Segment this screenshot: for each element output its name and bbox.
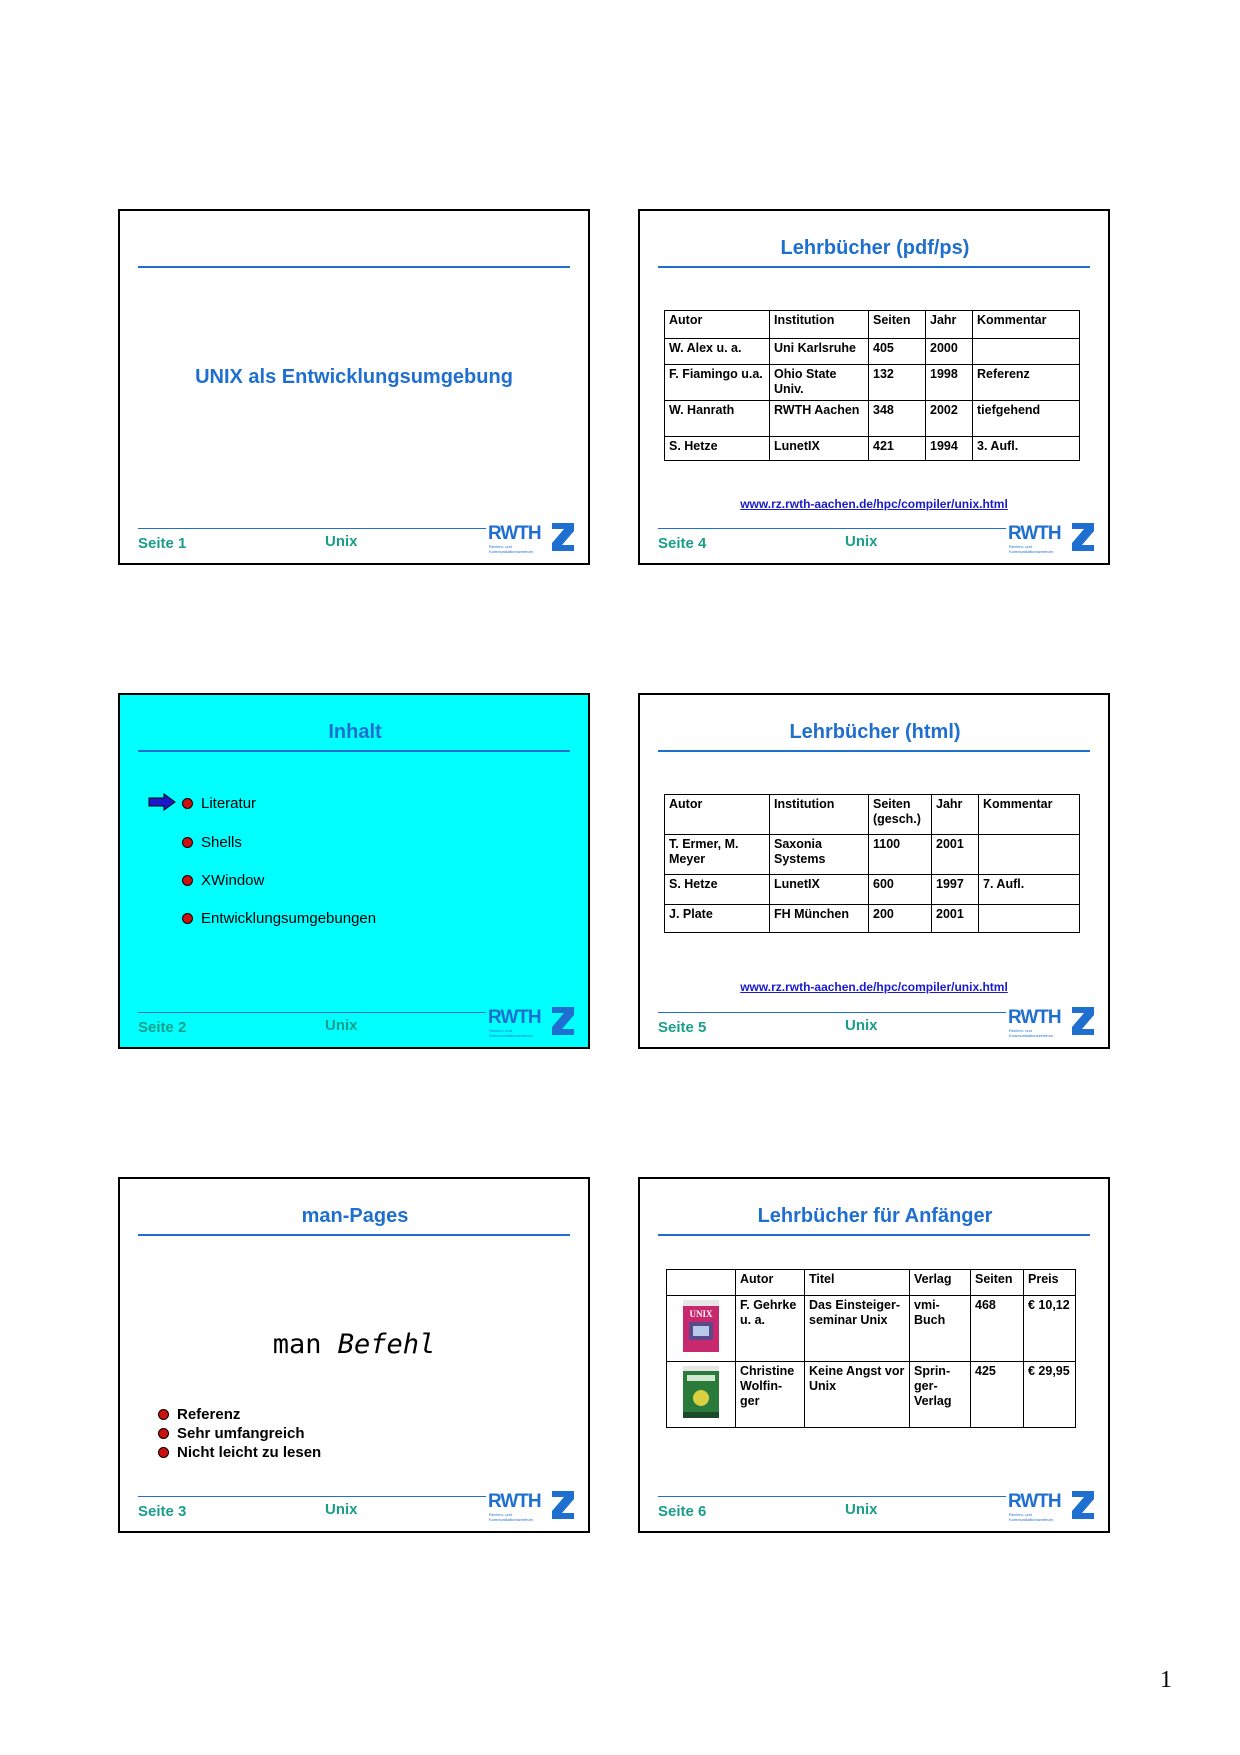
slide-title: Lehrbücher (html): [789, 721, 961, 743]
logo-subtitle-2: Kommunikationszentrum: [1009, 549, 1054, 554]
footer-center-label: Unix: [325, 533, 358, 550]
slide-page-label: Seite 2: [138, 1019, 187, 1036]
reference-link[interactable]: www.rz.rwth-aachen.de/hpc/compiler/unix.html: [740, 497, 1008, 511]
table-cell: 425: [971, 1362, 1024, 1428]
slide-page-label: Seite 1: [138, 535, 187, 552]
slide-page-label: Seite 4: [658, 535, 707, 552]
slide-3: [118, 1177, 590, 1533]
logo-z-icon: [1070, 521, 1096, 553]
rwth-logo: [1008, 521, 1096, 555]
table-cell: Keine Angst vor Unix: [805, 1362, 910, 1428]
footer-rule: [138, 1012, 486, 1013]
bullet-icon: [182, 837, 193, 848]
header-cell: Jahr: [932, 795, 979, 835]
table-cell: [973, 339, 1080, 365]
rwth-logo: [488, 1005, 576, 1039]
table-cell: Saxonia Systems: [770, 835, 869, 875]
bullet-icon: [182, 875, 193, 886]
logo-z-icon: [550, 1489, 576, 1521]
table-row: [667, 1296, 1076, 1362]
header-cell: Kommentar: [973, 311, 1080, 339]
slide-title: Lehrbücher für Anfänger: [757, 1205, 993, 1227]
table-cell: F. Gehrke u. a.: [736, 1296, 805, 1362]
slide-title: Lehrbücher (pdf/ps): [780, 237, 970, 259]
slide-2: [118, 693, 590, 1049]
table-cell: S. Hetze: [665, 875, 770, 905]
table-header-row: [665, 795, 1080, 835]
header-cell: Autor: [665, 795, 770, 835]
books-table: [666, 1269, 1076, 1428]
table-cell: 468: [971, 1296, 1024, 1362]
page-number: 1: [1160, 1667, 1172, 1693]
table-cell: 348: [869, 401, 926, 437]
table-cell: 132: [869, 365, 926, 401]
header-cell: Kommentar: [979, 795, 1080, 835]
books-table: [664, 794, 1080, 933]
header-cell: Verlag: [910, 1270, 971, 1296]
slide-page-label: Seite 3: [138, 1503, 187, 1520]
logo-subtitle-2: Kommunikationszentrum: [1009, 1517, 1054, 1522]
table-cell: W. Hanrath: [665, 401, 770, 437]
logo-subtitle-1: Rechen- und: [489, 1512, 512, 1517]
table-cell: 600: [869, 875, 932, 905]
table-header-row: [665, 311, 1080, 339]
table-cell: tiefgehend: [973, 401, 1080, 437]
table-cell: 2000: [926, 339, 973, 365]
table-cell: 405: [869, 339, 926, 365]
table-cell: 2001: [932, 835, 979, 875]
table-cell: € 10,12: [1024, 1296, 1076, 1362]
table-cell: F. Fiamingo u.a.: [665, 365, 770, 401]
slide-page-label: Seite 6: [658, 1503, 707, 1520]
logo-subtitle-1: Rechen- und: [1009, 1512, 1032, 1517]
logo-text: RWTH: [488, 523, 541, 544]
header-cell: Preis: [1024, 1270, 1076, 1296]
bullet-icon: [182, 913, 193, 924]
slide-title: Inhalt: [328, 721, 382, 743]
slide-1: [118, 209, 590, 565]
header-cell: Titel: [805, 1270, 910, 1296]
table-row: [665, 835, 1080, 875]
table-cell: Referenz: [973, 365, 1080, 401]
current-item-arrow-icon: [148, 793, 176, 811]
list-item-label: XWindow: [201, 872, 265, 889]
table-row: [667, 1362, 1076, 1428]
book-cover-cell: [667, 1362, 736, 1428]
table-cell: Christine Wolfin-ger: [736, 1362, 805, 1428]
man-command-argument: Befehl: [337, 1329, 436, 1360]
footer-center-label: Unix: [325, 1501, 358, 1518]
table-cell: 1994: [926, 437, 973, 461]
title-rule: [658, 1234, 1090, 1236]
table-cell: 200: [869, 905, 932, 933]
books-table: [664, 310, 1080, 461]
table-row: [665, 401, 1080, 437]
logo-text: RWTH: [488, 1491, 541, 1512]
header-cell: Seiten (gesch.): [869, 795, 932, 835]
slide-4: [638, 209, 1110, 565]
table-cell: W. Alex u. a.: [665, 339, 770, 365]
table-cell: 1997: [932, 875, 979, 905]
list-item-label: Shells: [201, 834, 242, 851]
list-item-label: Sehr umfangreich: [177, 1425, 305, 1442]
footer-rule: [658, 1012, 1006, 1013]
logo-text: RWTH: [1008, 523, 1061, 544]
book-cover-unix-image: [683, 1300, 719, 1352]
footer-center-label: Unix: [845, 1017, 878, 1034]
list-item: [182, 795, 256, 812]
slide-6: [638, 1177, 1110, 1533]
table-cell: LunetIX: [770, 875, 869, 905]
book-cover-cell: [667, 1296, 736, 1362]
list-item-label: Entwicklungsumgebungen: [201, 910, 377, 927]
table-cell: Sprin-ger-Verlag: [910, 1362, 971, 1428]
title-rule: [658, 266, 1090, 268]
table-cell: LunetIX: [770, 437, 869, 461]
list-item: [158, 1425, 305, 1442]
logo-subtitle-1: Rechen- und: [489, 1028, 512, 1033]
rwth-logo: [488, 521, 576, 555]
table-cell: S. Hetze: [665, 437, 770, 461]
table-cell: T. Ermer, M. Meyer: [665, 835, 770, 875]
list-item: [158, 1444, 321, 1461]
header-cell: Autor: [665, 311, 770, 339]
table-cell: Ohio State Univ.: [770, 365, 869, 401]
table-header-row: [667, 1270, 1076, 1296]
logo-subtitle-2: Kommunikationszentrum: [489, 549, 534, 554]
table-cell: vmi-Buch: [910, 1296, 971, 1362]
logo-text: RWTH: [1008, 1007, 1061, 1028]
slide-title: man-Pages: [301, 1205, 409, 1227]
title-rule: [658, 750, 1090, 752]
logo-subtitle-2: Kommunikationszentrum: [489, 1033, 534, 1038]
slide-5: [638, 693, 1110, 1049]
table-cell: Uni Karlsruhe: [770, 339, 869, 365]
header-cell: Jahr: [926, 311, 973, 339]
footer-center-label: Unix: [325, 1017, 358, 1034]
svg-text:UNIX: UNIX: [689, 1309, 713, 1319]
logo-subtitle-2: Kommunikationszentrum: [1009, 1033, 1054, 1038]
logo-z-icon: [1070, 1005, 1096, 1037]
table-cell: J. Plate: [665, 905, 770, 933]
header-cell: [667, 1270, 736, 1296]
title-rule: [138, 266, 570, 268]
man-command-name: man: [272, 1329, 322, 1360]
book-cover-keine-angst-image: [683, 1366, 719, 1418]
table-cell: 1998: [926, 365, 973, 401]
logo-subtitle-1: Rechen- und: [1009, 1028, 1032, 1033]
logo-subtitle-1: Rechen- und: [489, 544, 512, 549]
table-cell: FH München: [770, 905, 869, 933]
header-cell: Institution: [770, 795, 869, 835]
logo-text: RWTH: [488, 1007, 541, 1028]
table-row: [665, 339, 1080, 365]
logo-z-icon: [550, 521, 576, 553]
table-cell: 3. Aufl.: [973, 437, 1080, 461]
footer-rule: [138, 1496, 486, 1497]
logo-z-icon: [550, 1005, 576, 1037]
table-row: [665, 365, 1080, 401]
title-rule: [138, 1234, 570, 1236]
list-item-label: Literatur: [201, 795, 257, 812]
footer-center-label: Unix: [845, 533, 878, 550]
list-item: [158, 1406, 240, 1423]
man-command: [120, 1329, 588, 1360]
table-row: [665, 437, 1080, 461]
table-cell: 7. Aufl.: [979, 875, 1080, 905]
header-cell: Autor: [736, 1270, 805, 1296]
header-cell: Institution: [770, 311, 869, 339]
table-row: [665, 875, 1080, 905]
header-cell: Seiten: [869, 311, 926, 339]
table-cell: [979, 835, 1080, 875]
logo-subtitle-2: Kommunikationszentrum: [489, 1517, 534, 1522]
list-item: [182, 872, 264, 889]
list-item-label: Nicht leicht zu lesen: [177, 1444, 322, 1461]
rwth-logo: [1008, 1489, 1096, 1523]
reference-link[interactable]: www.rz.rwth-aachen.de/hpc/compiler/unix.html: [740, 980, 1008, 994]
list-item: [182, 834, 242, 851]
bullet-icon: [158, 1428, 169, 1439]
table-cell: 1100: [869, 835, 932, 875]
rwth-logo: [488, 1489, 576, 1523]
table-cell: € 29,95: [1024, 1362, 1076, 1428]
table-cell: 2002: [926, 401, 973, 437]
footer-center-label: Unix: [845, 1501, 878, 1518]
logo-z-icon: [1070, 1489, 1096, 1521]
table-cell: RWTH Aachen: [770, 401, 869, 437]
table-row: [665, 905, 1080, 933]
table-cell: Das Einsteiger-seminar Unix: [805, 1296, 910, 1362]
footer-rule: [138, 528, 486, 529]
logo-text: RWTH: [1008, 1491, 1061, 1512]
footer-rule: [658, 528, 1006, 529]
table-cell: 2001: [932, 905, 979, 933]
rwth-logo: [1008, 1005, 1096, 1039]
slide-page-label: Seite 5: [658, 1019, 707, 1036]
header-cell: Seiten: [971, 1270, 1024, 1296]
footer-rule: [658, 1496, 1006, 1497]
list-item-label: Referenz: [177, 1406, 241, 1423]
table-cell: 421: [869, 437, 926, 461]
table-cell: [979, 905, 1080, 933]
bullet-icon: [158, 1409, 169, 1420]
logo-subtitle-1: Rechen- und: [1009, 544, 1032, 549]
bullet-icon: [158, 1447, 169, 1458]
list-item: [182, 910, 376, 927]
title-rule: [138, 750, 570, 752]
slide-title: UNIX als Entwicklungsumgebung: [195, 366, 513, 388]
bullet-icon: [182, 798, 193, 809]
